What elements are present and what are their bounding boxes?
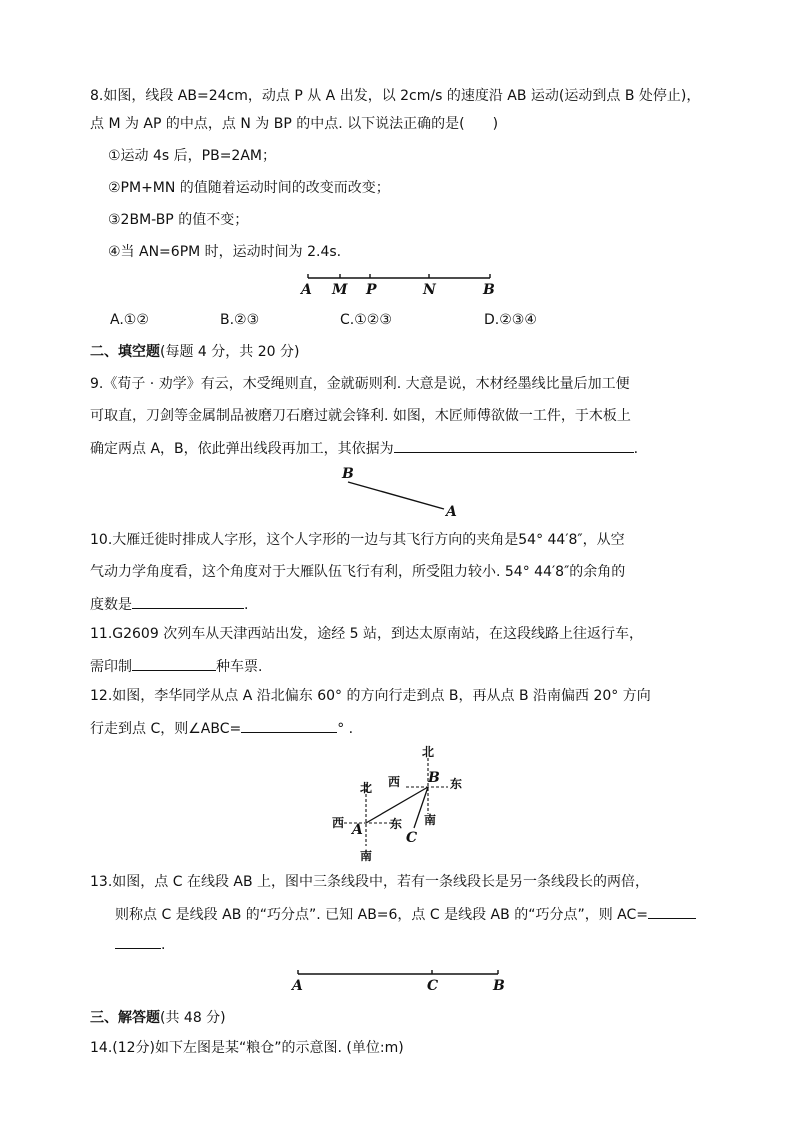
q8-text-line2: 点 M 为 AP 的中点，点 N 为 BP 的中点. 以下说法正确的是( ) bbox=[90, 116, 499, 132]
q13-text-line3 bbox=[115, 934, 165, 955]
q10-answer-blank[interactable] bbox=[132, 594, 244, 609]
q12-text-line2-end: ° . bbox=[337, 721, 354, 737]
q13-point-c-label: C bbox=[427, 978, 439, 994]
q12-a-west-label: 西 bbox=[332, 816, 345, 830]
q9-point-a-label: A bbox=[446, 504, 457, 520]
q8-option-b: B.②③ bbox=[220, 312, 260, 328]
q11-text-line2-start: 需印制 bbox=[90, 659, 132, 675]
q13-text-line2 bbox=[115, 904, 696, 925]
q14-text-line1: 14.(12分)如下左图是某“粮仓”的示意图. (单位:m) bbox=[90, 1040, 404, 1056]
q9-text-line2: 可取直，刀剑等金属制品被磨刀石磨过就会锋利. 如图，木匠师傅欲做一工件，于木板上 bbox=[90, 408, 631, 424]
q11-text-line1: 11.G2609 次列车从天津西站出发，途经 5 站，到达太原南站，在这段线路上往返行车， bbox=[90, 626, 643, 642]
q9-text-line3-body: 确定两点 A，B，依此弹出线段再加工，其依据为 bbox=[90, 441, 394, 457]
q9-text-line1: 9.《荀子 · 劝学》有云，木受绳则直，金就砺则利. 大意是说，木材经墨线比量后加工便 bbox=[90, 376, 630, 392]
q11-answer-blank[interactable] bbox=[132, 656, 216, 671]
q12-a-south-label: 南 bbox=[360, 849, 373, 863]
q12-point-b-label: B bbox=[428, 770, 440, 786]
q8-segment-figure bbox=[296, 268, 506, 300]
q12-b-south-label: 南 bbox=[424, 813, 437, 827]
q13-text-line1: 13.如图，点 C 在线段 AB 上，图中三条线段中，若有一条线段长是另一条线段长的两倍， bbox=[90, 874, 650, 890]
q13-end-period: . bbox=[161, 937, 166, 953]
q8-statement-2: ②PM+MN 的值随着运动时间的改变而改变； bbox=[108, 180, 390, 196]
q12-b-north-label: 北 bbox=[422, 745, 435, 759]
q8-point-p-label: P bbox=[366, 282, 377, 298]
q9-end-period: . bbox=[633, 441, 639, 457]
q12-direction-figure bbox=[330, 744, 480, 866]
q12-text-line1: 12.如图，李华同学从点 A 沿北偏东 60° 的方向行走到点 B，再从点 B 沿南偏西 20° 方向 bbox=[90, 688, 651, 704]
section-3-note: (共 48 分) bbox=[160, 1010, 226, 1026]
q8-point-b-label: B bbox=[483, 282, 495, 298]
q8-point-a-label: A bbox=[301, 282, 312, 298]
section-2-title: 二、填空题 bbox=[90, 344, 160, 360]
q12-point-c-label: C bbox=[406, 830, 418, 846]
section-2-heading bbox=[90, 342, 299, 362]
q10-text-line3 bbox=[90, 594, 248, 615]
q11-text-line2 bbox=[90, 656, 262, 677]
q9-point-b-label: B bbox=[342, 466, 354, 482]
q8-statement-4: ④当 AN=6PM 时，运动时间为 2.4s. bbox=[108, 244, 342, 260]
q8-statement-3: ③2BM-BP 的值不变； bbox=[108, 212, 249, 228]
q12-b-east-label: 东 bbox=[450, 777, 463, 791]
q8-option-d: D.②③④ bbox=[484, 312, 537, 328]
q10-text-line3-body: 度数是 bbox=[90, 597, 132, 613]
q10-text-line2: 气动力学角度看，这个角度对于大雁队伍飞行有利，所受阻力较小. 54° 44′8″的余角的 bbox=[90, 564, 626, 580]
q8-text-line1: 8.如图，线段 AB=24cm，动点 P 从 A 出发，以 2cm/s 的速度沿 AB 运动(运动到点 B 处停止)， bbox=[90, 88, 701, 104]
q12-a-east-label: 东 bbox=[390, 817, 403, 831]
q10-text-line1: 10.大雁迁徙时排成人字形，这个人字形的一边与其飞行方向的夹角是54° 44′8″，从空 bbox=[90, 532, 625, 548]
q13-answer-blank-part1[interactable] bbox=[648, 904, 696, 919]
section-2-note: (每题 4 分，共 20 分) bbox=[160, 344, 300, 360]
q9-text-line3 bbox=[90, 438, 638, 459]
q11-text-line2-end: 种车票. bbox=[216, 659, 263, 675]
q13-text-line2-body: 则称点 C 是线段 AB 的“巧分点”. 已知 AB=6，点 C 是线段 AB 的“巧分点”，则 AC= bbox=[115, 907, 648, 923]
q12-b-west-label: 西 bbox=[388, 775, 401, 789]
q8-point-m-label: M bbox=[332, 282, 348, 298]
q8-option-a: A.①② bbox=[110, 312, 149, 328]
q13-segment-figure bbox=[290, 964, 510, 998]
q9-segment-figure bbox=[336, 466, 466, 522]
q12-text-line2 bbox=[90, 718, 353, 739]
q13-point-b-label: B bbox=[493, 978, 505, 994]
q10-end-period: . bbox=[244, 597, 249, 613]
q9-answer-blank[interactable] bbox=[394, 438, 634, 453]
q8-option-c: C.①②③ bbox=[340, 312, 392, 328]
q12-a-north-label: 北 bbox=[360, 781, 373, 795]
section-3-heading bbox=[90, 1008, 226, 1028]
q13-answer-blank-part2[interactable] bbox=[115, 934, 161, 949]
section-3-title: 三、解答题 bbox=[90, 1010, 160, 1026]
q12-answer-blank[interactable] bbox=[241, 718, 337, 733]
q8-statement-1: ①运动 4s 后，PB=2AM； bbox=[108, 148, 276, 164]
q8-point-n-label: N bbox=[423, 282, 436, 298]
q13-point-a-label: A bbox=[292, 978, 303, 994]
q12-point-a-label: A bbox=[352, 822, 363, 838]
q12-text-line2-start: 行走到点 C，则∠ABC= bbox=[90, 721, 242, 737]
